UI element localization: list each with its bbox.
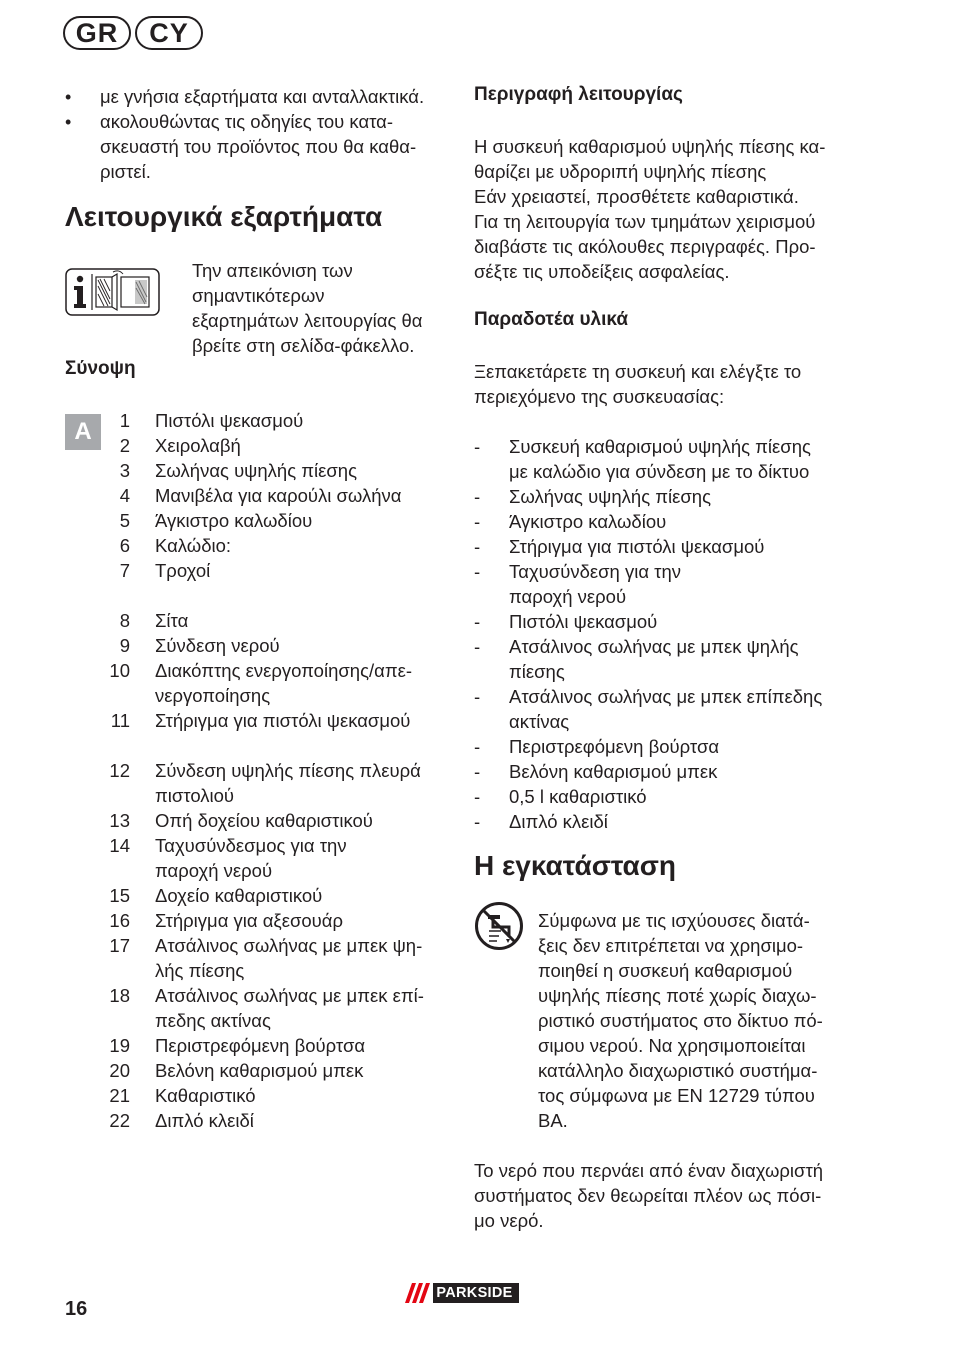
delivery-item: Διπλό κλειδί <box>509 811 608 832</box>
part-number: 17 <box>109 935 130 956</box>
installation-text: ποιηθεί η συσκευή καθαρισμού <box>538 960 793 981</box>
list-dash: - <box>474 686 481 707</box>
overview-title: Σύνοψη <box>65 358 136 379</box>
installation-text: BA. <box>538 1110 568 1131</box>
list-dash: - <box>474 486 481 507</box>
bullet-dot: • <box>65 112 72 132</box>
list-dash: - <box>474 436 481 457</box>
list-dash: - <box>474 761 481 782</box>
part-number: 22 <box>109 1110 130 1131</box>
bullet-text: ριστεί. <box>100 161 151 182</box>
part-number: 7 <box>119 560 130 581</box>
part-label: Άγκιστρο καλωδίου <box>155 510 313 531</box>
part-label: Ατσάλινος σωλήνας με μπεκ επί- <box>155 985 424 1006</box>
figure-a-badge: A <box>65 414 101 450</box>
part-number: 20 <box>109 1060 130 1081</box>
installation-text: ριστικό συστήματος στο δίκτυο πό- <box>538 1010 823 1031</box>
part-number: 12 <box>109 760 130 781</box>
part-number: 3 <box>119 460 130 481</box>
part-label: Στήριγμα για αξεσουάρ <box>155 910 343 931</box>
part-label: Ταχυσύνδεσμος για την <box>155 835 347 856</box>
info-foldout-icon <box>65 268 160 316</box>
parkside-logo-text: PARKSIDE <box>436 1285 513 1301</box>
delivery-item: Ατσάλινος σωλήνας με μπεκ ψηλής <box>509 636 799 657</box>
info-text: Την απεικόνιση των <box>192 260 353 281</box>
part-number: 2 <box>119 435 130 456</box>
part-number: 4 <box>119 485 130 506</box>
part-number: 11 <box>110 710 130 731</box>
installation-text: κατάλληλο διαχωριστικό συστήμα- <box>538 1060 818 1081</box>
delivery-item: πίεσης <box>509 661 565 682</box>
part-label: Διπλό κλειδί <box>155 1110 254 1131</box>
installation-text: τος σύμφωνα με EN 12729 τύπου <box>538 1085 815 1106</box>
delivery-title: Παραδοτέα υλικά <box>474 309 628 330</box>
parkside-logo <box>403 1283 519 1303</box>
list-dash: - <box>474 561 481 582</box>
part-number: 13 <box>109 810 130 831</box>
list-dash: - <box>474 736 481 757</box>
page-number: 16 <box>65 1298 88 1320</box>
description-text: διαβάστε τις ακόλουθες περιγραφές. Προ- <box>474 236 816 257</box>
part-label: λής πίεσης <box>155 960 245 981</box>
part-label: Τροχοί <box>155 560 211 581</box>
info-text: σημαντικότερων <box>192 285 325 306</box>
description-text: Για τη λειτουργία των τμημάτων χειρισμού <box>474 211 816 232</box>
part-label: Περιστρεφόμενη βούρτσα <box>155 1035 366 1056</box>
description-text: Εάν χρειαστεί, προσθέτετε καθαριστικά. <box>474 186 799 207</box>
list-dash: - <box>474 511 481 532</box>
delivery-item: Σωλήνας υψηλής πίεσης <box>509 486 712 507</box>
delivery-item: Βελόνη καθαρισμού μπεκ <box>509 761 718 782</box>
info-text: βρείτε στη σελίδα-φάκελλο. <box>192 335 415 356</box>
list-dash: - <box>474 636 481 657</box>
delivery-item: Στήριγμα για πιστόλι ψεκασμού <box>509 536 765 557</box>
part-number: 16 <box>109 910 130 931</box>
part-number: 19 <box>109 1035 130 1056</box>
delivery-item: παροχή νερού <box>509 586 627 607</box>
part-number: 14 <box>109 835 130 856</box>
part-label: Δοχείο καθαριστικού <box>155 885 323 906</box>
part-label: Σύνδεση νερού <box>155 635 280 656</box>
installation-text: υψηλής πίεσης ποτέ χωρίς διαχω- <box>538 985 817 1006</box>
installation-title: Η εγκατάσταση <box>474 850 677 881</box>
water-note: Το νερό που περνάει από έναν διαχωριστή <box>474 1160 824 1181</box>
description-text: θαρίζει με υδροριπή υψηλής πίεσης <box>474 161 767 182</box>
part-number: 18 <box>109 985 130 1006</box>
installation-text: Σύμφωνα με τις ισχύουσες διατά- <box>538 910 810 931</box>
part-label: Σίτα <box>155 610 189 631</box>
part-number: 5 <box>119 510 130 531</box>
part-number: 6 <box>119 535 130 556</box>
no-direct-connection-icon <box>474 901 524 951</box>
delivery-item: με καλώδιο για σύνδεση με το δίκτυο <box>509 461 810 482</box>
installation-text: ξεις δεν επιτρέπεται να χρησιμο- <box>538 935 804 956</box>
part-label: Βελόνη καθαρισμού μπεκ <box>155 1060 364 1081</box>
delivery-item: Ταχυσύνδεση για την <box>509 561 682 582</box>
water-note: συστήματος δεν θεωρείται πλέον ως πόσι- <box>474 1185 822 1206</box>
part-number: 9 <box>119 635 130 656</box>
part-number: 1 <box>119 410 130 431</box>
delivery-intro: περιεχόμενο της συσκευασίας: <box>474 386 725 407</box>
installation-text: σιμου νερού. Να χρησιμοποιείται <box>538 1035 806 1056</box>
part-label: πιστολιού <box>155 785 235 806</box>
bullet-dot: • <box>65 87 72 107</box>
part-label: παροχή νερού <box>155 860 273 881</box>
delivery-intro: Ξεπακετάρετε τη συσκευή και ελέγξτε το <box>474 361 802 382</box>
delivery-item: Περιστρεφόμενη βούρτσα <box>509 736 720 757</box>
list-dash: - <box>474 786 481 807</box>
delivery-item: Πιστόλι ψεκασμού <box>509 611 658 632</box>
description-title: Περιγραφή λειτουργίας <box>474 84 683 105</box>
part-label: πεδης ακτίνας <box>155 1010 271 1031</box>
part-number: 8 <box>119 610 130 631</box>
delivery-item: Άγκιστρο καλωδίου <box>509 511 667 532</box>
description-text: σέξτε τις υποδείξεις ασφαλείας. <box>474 261 730 282</box>
list-dash: - <box>474 811 481 832</box>
part-label: Διακόπτης ενεργοποίησης/απε- <box>155 660 412 681</box>
water-note: μο νερό. <box>474 1210 544 1231</box>
bullet-text: ακολουθώντας τις οδηγίες του κατα- <box>100 111 394 132</box>
bullet-text: σκευαστή του προϊόντος που θα καθα- <box>100 136 417 157</box>
part-number: 15 <box>109 885 130 906</box>
part-label: Ατσάλινος σωλήνας με μπεκ ψη- <box>155 935 423 956</box>
part-label: νεργοποίησης <box>155 685 271 706</box>
language-badge-gr: GR <box>63 16 131 50</box>
part-label: Μανιβέλα για καρούλι σωλήνα <box>155 485 402 506</box>
part-label: Πιστόλι ψεκασμού <box>155 410 304 431</box>
part-label: Καθαριστικό <box>155 1085 256 1106</box>
part-label: Στήριγμα για πιστόλι ψεκασμού <box>155 710 411 731</box>
list-dash: - <box>474 536 481 557</box>
list-dash: - <box>474 611 481 632</box>
bullet-text: με γνήσια εξαρτήματα και ανταλλακτικά. <box>100 86 425 107</box>
info-text: εξαρτημάτων λειτουργίας θα <box>192 310 423 331</box>
delivery-item: 0,5 l καθαριστικό <box>509 786 647 807</box>
section-title-functional-parts: Λειτουργικά εξαρτήματα <box>65 201 383 232</box>
part-label: Σύνδεση υψηλής πίεσης πλευρά <box>155 760 421 781</box>
part-number: 21 <box>109 1085 130 1106</box>
delivery-item: Ατσάλινος σωλήνας με μπεκ επίπεδης <box>509 686 823 707</box>
part-label: Καλώδιο: <box>155 535 232 556</box>
delivery-item: Συσκευή καθαρισμού υψηλής πίεσης <box>509 436 811 457</box>
description-text: Η συσκευή καθαρισμού υψηλής πίεσης κα- <box>474 136 826 157</box>
part-label: Χειρολαβή <box>155 435 241 456</box>
part-label: Σωλήνας υψηλής πίεσης <box>155 460 358 481</box>
delivery-item: ακτίνας <box>509 711 570 732</box>
language-badge-cy: CY <box>135 16 203 50</box>
part-number: 10 <box>109 660 130 681</box>
part-label: Οπή δοχείου καθαριστικού <box>155 810 373 831</box>
